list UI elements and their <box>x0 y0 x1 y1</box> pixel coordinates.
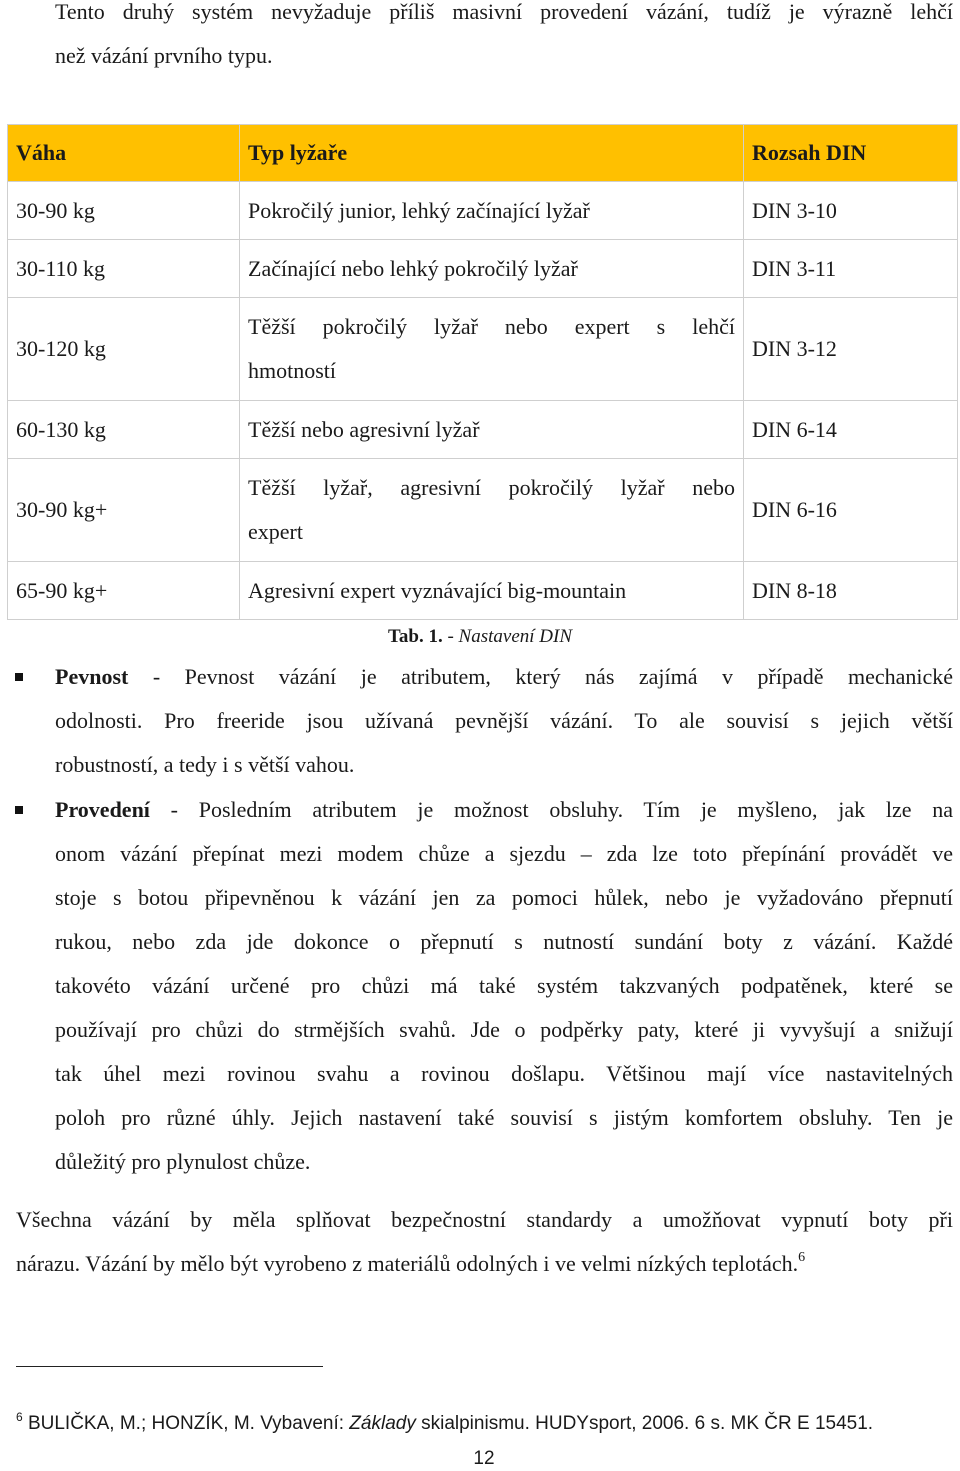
skier-type-cell <box>240 459 744 562</box>
skier-type-cell: Začínající nebo lehký pokročilý lyžař <box>240 240 744 298</box>
closing-line-1: Všechna vázání by měla splňovat bezpečnostní standardy a umožňovat vypnutí boty při <box>16 1207 953 1232</box>
footnote-separator <box>16 1366 323 1367</box>
table-row <box>8 298 958 401</box>
skier-type-line: expert <box>248 519 303 544</box>
table-caption <box>0 626 960 648</box>
bullet-pevnost <box>55 655 953 787</box>
bullet-square-icon <box>15 673 23 681</box>
skier-type-cell: Těžší nebo agresivní lyžař <box>240 401 744 459</box>
bullet-line: stoje s botou připevněnou k vázání jen za pomoci hůlek, nebo je vyžadováno přepnutí <box>55 885 953 910</box>
bullet-line: onom vázání přepínat mezi modem chůze a sjezdu – zda lze toto přepínání provádět ve <box>55 841 953 866</box>
footnote-reference: 6 <box>798 1250 806 1265</box>
bullet-line <box>55 655 953 699</box>
bullet-line: důležitý pro plynulost chůze. <box>55 1149 311 1174</box>
bullet-text: - Posledním atributem je možnost obsluhy. Tím je myšleno, jak lze na <box>149 797 953 822</box>
header-weight: Váha <box>8 125 240 182</box>
caption-separator: - <box>442 626 459 647</box>
din-cell: DIN 6-16 <box>744 459 958 562</box>
weight-cell: 60-130 kg <box>8 401 240 459</box>
bullet-line: tak úhel mezi rovinou svahu a rovinou došlapu. Většinou mají více nastavitelných <box>55 1061 953 1086</box>
bullet-line <box>55 788 953 832</box>
weight-cell: 30-90 kg+ <box>8 459 240 562</box>
skier-type-line: Těžší pokročilý lyžař nebo expert s lehčí <box>248 314 735 339</box>
header-skier-type: Typ lyžaře <box>240 125 744 182</box>
intro-line-2: než vázání prvního typu. <box>55 43 273 68</box>
caption-label: Tab. 1. <box>387 626 443 647</box>
page-number: 12 <box>473 1448 495 1469</box>
caption-title: Nastavení DIN <box>458 626 573 647</box>
bullet-line: odolnosti. Pro freeride jsou užívaná pevnější vázání. To ale souvisí s jejich větší <box>55 708 953 733</box>
closing-line-2-text: nárazu. Vázání by mělo být vyrobeno z materiálů odolných i ve velmi nízkých teplotách. <box>16 1251 799 1276</box>
bullet-text: - Pevnost vázání je atributem, který nás zajímá v případě mechanické <box>128 664 953 689</box>
intro-line-1: Tento druhý systém nevyžaduje příliš masivní provedení vázání, tudíž je výrazně lehčí <box>55 0 953 24</box>
footnote-authors: BULIČKA, M.; HONZÍK, M. Vybavení: <box>27 1413 350 1434</box>
intro-paragraph <box>55 0 953 78</box>
bullet-line: robustností, a tedy i s větší vahou. <box>55 752 355 777</box>
table-row <box>8 562 958 620</box>
skier-type-cell <box>240 298 744 401</box>
weight-cell: 65-90 kg+ <box>8 562 240 620</box>
skier-type-cell: Pokročilý junior, lehký začínající lyžař <box>240 182 744 240</box>
table-row <box>8 240 958 298</box>
weight-cell: 30-90 kg <box>8 182 240 240</box>
footnote-rest: skialpinismu. HUDYsport, 2006. 6 s. MK ČR E 15451. <box>415 1413 874 1434</box>
bullet-provedeni <box>55 788 953 1184</box>
footnote <box>16 1410 874 1435</box>
header-din-range: Rozsah DIN <box>744 125 958 182</box>
weight-cell: 30-120 kg <box>8 298 240 401</box>
bullet-line: rukou, nebo zda jde dokonce o přepnutí s nutností sundání boty z vázání. Každé <box>55 929 953 954</box>
table-row <box>8 459 958 562</box>
weight-cell: 30-110 kg <box>8 240 240 298</box>
din-cell: DIN 6-14 <box>744 401 958 459</box>
skier-type-line: Těžší lyžař, agresivní pokročilý lyžař nebo <box>248 475 735 500</box>
footnote-title: Základy <box>349 1413 416 1434</box>
table-header-row <box>8 125 958 182</box>
bullet-line: poloh pro různé úhly. Jejich nastavení také souvisí s jistým komfortem obsluhy. Ten je <box>55 1105 953 1130</box>
table-row <box>8 182 958 240</box>
din-cell: DIN 8-18 <box>744 562 958 620</box>
bullet-term: Provedení <box>55 797 150 822</box>
din-cell: DIN 3-12 <box>744 298 958 401</box>
bullet-line: používají pro chůzi do strmějších svahů. Jde o podpěrky paty, které ji vyvyšují a snižují <box>55 1017 953 1042</box>
bullet-term: Pevnost <box>55 664 129 689</box>
skier-type-line: hmotností <box>248 358 337 383</box>
closing-line-2 <box>16 1242 953 1286</box>
footnote-number: 6 <box>16 1410 23 1424</box>
din-cell: DIN 3-11 <box>744 240 958 298</box>
closing-paragraph <box>16 1198 953 1286</box>
bullet-line: takovéto vázání určené pro chůzi má také systém takzvaných podpatěnek, které se <box>55 973 953 998</box>
din-settings-table <box>7 124 958 620</box>
skier-type-cell: Agresivní expert vyznávající big-mountain <box>240 562 744 620</box>
table-row <box>8 401 958 459</box>
bullet-square-icon <box>15 806 23 814</box>
din-cell: DIN 3-10 <box>744 182 958 240</box>
